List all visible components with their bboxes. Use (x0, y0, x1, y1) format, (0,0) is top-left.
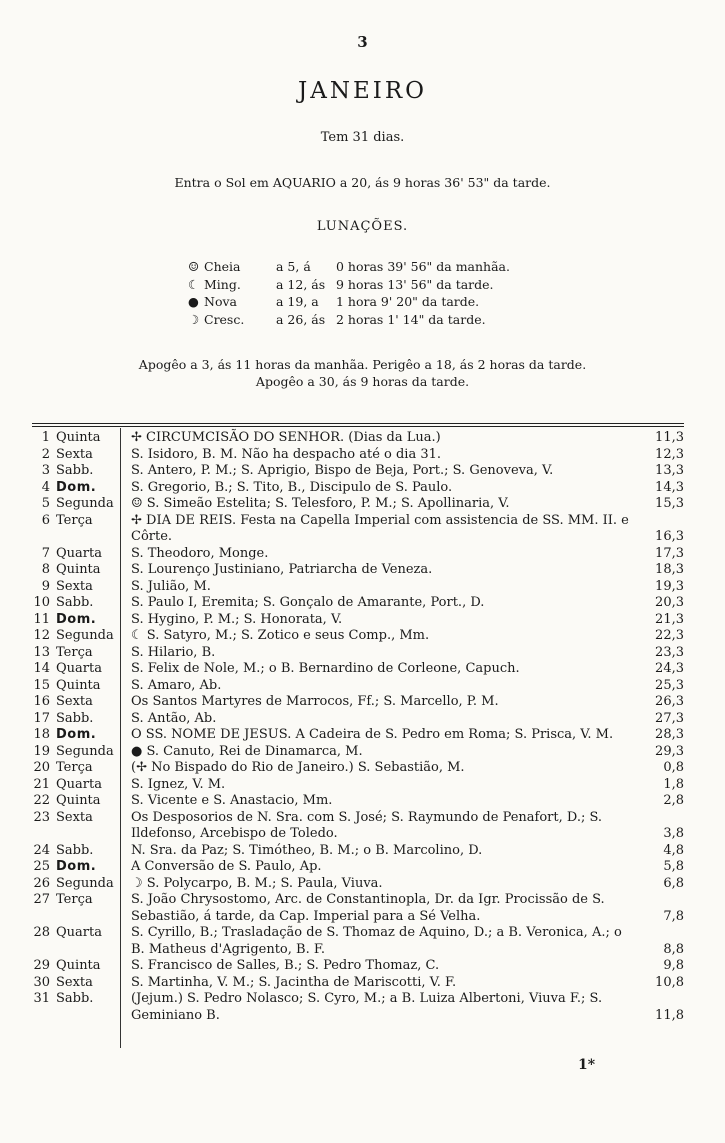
weekday: Terça (56, 760, 93, 775)
saints-entry: S. Lourenço Justiniano, Patriarcha de Veneza. (131, 562, 433, 577)
moon-age: 15,3 (655, 496, 684, 511)
moon-age: 24,3 (655, 661, 684, 676)
new-moon-icon: ● (188, 294, 199, 309)
calendar-row (32, 447, 684, 464)
day-number: 20 (33, 760, 50, 775)
day-number: 19 (33, 743, 50, 759)
moon-age: 8,8 (663, 941, 684, 957)
day-number: 8 (41, 562, 50, 577)
weekday: Sabb. (56, 595, 94, 610)
moon-age: 7,8 (663, 908, 684, 924)
calendar-row (32, 859, 684, 876)
weekday: Sabb. (56, 842, 94, 858)
saints-entry: S. Isidoro, B. M. Não ha despacho até o dia 31. (131, 446, 442, 462)
calendar-row (32, 727, 684, 744)
day-number: 29 (33, 958, 50, 973)
moon-age: 25,3 (655, 677, 684, 693)
saints-entry: (✢ No Bispado do Rio de Janeiro.) S. Sebastião, M. (131, 760, 465, 775)
day-number: 23 (33, 809, 50, 825)
weekday: Sexta (56, 446, 93, 462)
table-top-rule-double (32, 426, 684, 427)
moon-age: 23,3 (655, 644, 684, 660)
saints-entry: S. Antero, P. M.; S. Aprigio, Bispo de Beja, Port.; S. Genoveva, V. (131, 463, 554, 478)
day-number: 17 (33, 710, 50, 726)
apogee-line-1: Apogêo a 3, ás 11 horas da manhãa. Perigêo a 18, ás 2 horas da tarde. (138, 357, 587, 372)
saints-entry: Os Desposorios de N. Sra. com S. José; S. Raymundo de Penafort, D.; S. Ildefonso, Arcebispo de Toledo. (131, 809, 603, 841)
moon-age: 28,3 (655, 727, 684, 742)
full-moon-icon: ☺ (188, 259, 200, 274)
lunation-name: Ming. (204, 276, 241, 292)
weekday: Sabb. (56, 991, 94, 1006)
lunations-title: LUNAÇÕES. (316, 219, 409, 234)
day-number: 15 (33, 677, 50, 693)
calendar-row (32, 876, 684, 893)
sun-entry: Entra o Sol em AQUARIO a 20, ás 9 horas 36' 53" da tarde. (174, 175, 551, 190)
weekday: Quarta (56, 776, 102, 792)
day-number: 6 (41, 512, 50, 528)
weekday: Sexta (56, 578, 93, 594)
calendar-table (32, 430, 684, 1024)
moon-age: 0,8 (663, 760, 684, 775)
day-number: 9 (41, 578, 50, 594)
weekday: Dom. (56, 727, 97, 742)
moon-age: 16,3 (655, 529, 684, 544)
days-count: Tem 31 dias. (320, 130, 405, 145)
weekday: Sexta (56, 809, 93, 825)
day-number: 3 (41, 463, 50, 478)
weekday: Segunda (56, 496, 114, 511)
lunation-date: a 19, a (276, 294, 319, 309)
lunation-time: 0 horas 39' 56" da manhãa. (336, 259, 510, 274)
weekday: Quinta (56, 562, 101, 577)
weekday: Sabb. (56, 710, 94, 726)
day-number: 16 (33, 694, 50, 709)
calendar-row (32, 546, 684, 563)
calendar-row (32, 810, 684, 843)
saints-entry: A Conversão de S. Paulo, Ap. (131, 859, 322, 874)
calendar-row (32, 628, 684, 645)
day-number: 22 (33, 793, 50, 808)
saints-entry: ✢ DIA DE REIS. Festa na Capella Imperial com assistencia de SS. MM. II. e Côrte. (131, 512, 629, 544)
day-number: 4 (41, 479, 50, 495)
lunation-row (188, 311, 506, 329)
calendar-row (32, 678, 684, 695)
saints-entry: ☺ S. Simeão Estelita; S. Telesforo, P. M.; S. Apollinaria, V. (131, 496, 510, 511)
lunation-time: 9 horas 13' 56" da tarde. (336, 276, 494, 292)
weekday: Dom. (56, 859, 97, 874)
moon-age: 20,3 (655, 595, 684, 610)
calendar-row (32, 843, 684, 860)
calendar-row (32, 711, 684, 728)
lunation-row (188, 258, 510, 276)
saints-entry: S. Julião, M. (131, 578, 211, 594)
moon-age: 3,8 (663, 826, 684, 841)
weekday: Segunda (56, 875, 114, 891)
calendar-row (32, 496, 684, 513)
moon-age: 18,3 (655, 562, 684, 577)
moon-age: 4,8 (663, 842, 684, 858)
moon-age: 17,3 (655, 545, 684, 561)
weekday: Quinta (56, 793, 101, 808)
calendar-row (32, 793, 684, 810)
day-number: 2 (41, 446, 50, 462)
calendar-row (32, 463, 684, 480)
saints-entry: S. João Chrysostomo, Arc. de Constantinopla, Dr. da Igr. Procissão de S. Sebastião, á tarde, da Cap. Imperial para a Sé Velha. (131, 892, 605, 924)
saints-entry: S. Vicente e S. Anastacio, Mm. (131, 793, 333, 808)
calendar-row (32, 430, 684, 447)
waxing-moon-icon: ☽ (188, 311, 200, 327)
day-number: 18 (33, 727, 50, 742)
saints-entry: ☾ S. Satyro, M.; S. Zotico e seus Comp., Mm. (131, 628, 430, 643)
saints-entry: ✢ CIRCUMCISÃO DO SENHOR. (Dias da Lua.) (131, 430, 441, 445)
calendar-row (32, 777, 684, 794)
day-number: 31 (33, 991, 50, 1006)
moon-age: 10,8 (655, 974, 684, 990)
moon-age: 14,3 (655, 479, 684, 495)
weekday: Sexta (56, 974, 93, 990)
saints-entry: S. Hilario, B. (131, 644, 216, 660)
lunation-date: a 12, ás (276, 276, 326, 292)
saints-entry: S. Hygino, P. M.; S. Honorata, V. (131, 611, 343, 627)
saints-entry: S. Martinha, V. M.; S. Jacintha de Mariscotti, V. F. (131, 974, 457, 990)
lunations-list (188, 258, 510, 328)
weekday: Quarta (56, 545, 102, 561)
apogee-line-2: Apogêo a 30, ás 9 horas da tarde. (255, 374, 470, 389)
saints-entry: S. Francisco de Salles, B.; S. Pedro Thomaz, C. (131, 958, 440, 973)
day-number: 13 (33, 644, 50, 660)
calendar-row (32, 925, 684, 958)
weekday: Terça (56, 892, 93, 907)
lunation-name: Nova (204, 294, 237, 309)
weekday: Quinta (56, 430, 101, 445)
page-number: 3 (357, 33, 368, 51)
moon-age: 11,8 (655, 1007, 684, 1023)
lunation-date: a 5, á (276, 259, 311, 274)
weekday: Sexta (56, 694, 93, 709)
day-number: 11 (33, 611, 50, 627)
calendar-row (32, 694, 684, 711)
saints-entry: S. Antão, Ab. (131, 710, 217, 726)
lunation-time: 2 horas 1' 14" da tarde. (336, 311, 486, 327)
weekday: Segunda (56, 628, 114, 643)
weekday: Terça (56, 644, 93, 660)
moon-age: 1,8 (663, 776, 684, 792)
weekday: Terça (56, 512, 93, 528)
calendar-row (32, 645, 684, 662)
weekday: Dom. (56, 479, 97, 495)
moon-age: 13,3 (655, 463, 684, 478)
weekday: Quinta (56, 958, 101, 973)
lunation-row (188, 293, 506, 311)
day-number: 30 (33, 974, 50, 990)
day-number: 10 (33, 595, 50, 610)
moon-age: 29,3 (655, 743, 684, 759)
moon-age: 5,8 (663, 859, 684, 874)
weekday: Quarta (56, 661, 102, 676)
moon-age: 11,3 (655, 430, 684, 445)
weekday: Quarta (56, 925, 102, 940)
moon-age: 2,8 (663, 793, 684, 808)
saints-entry: Os Santos Martyres de Marrocos, Ff.; S. Marcello, P. M. (131, 694, 499, 709)
day-number: 7 (41, 545, 50, 561)
moon-age: 21,3 (655, 611, 684, 627)
saints-entry: O SS. NOME DE JESUS. A Cadeira de S. Pedro em Roma; S. Prisca, V. M. (131, 727, 614, 742)
moon-age: 22,3 (655, 628, 684, 643)
saints-entry: N. Sra. da Paz; S. Timótheo, B. M.; o B. Marcolino, D. (131, 842, 483, 858)
weekday: Quinta (56, 677, 101, 693)
calendar-row (32, 579, 684, 596)
lunation-date: a 26, ás (276, 311, 326, 327)
table-top-rule (32, 423, 684, 424)
day-number: 26 (33, 875, 50, 891)
calendar-row (32, 958, 684, 975)
saints-entry: ● S. Canuto, Rei de Dinamarca, M. (131, 743, 363, 759)
day-number: 12 (33, 628, 50, 643)
day-number: 5 (41, 496, 50, 511)
month-title: JANEIRO (297, 78, 427, 104)
weekday: Sabb. (56, 463, 94, 478)
moon-age: 19,3 (655, 578, 684, 594)
lunation-name: Cheia (204, 259, 241, 274)
day-number: 21 (33, 776, 50, 792)
calendar-row (32, 991, 684, 1024)
saints-entry: S. Amaro, Ab. (131, 677, 222, 693)
saints-entry: (Jejum.) S. Pedro Nolasco; S. Cyro, M.; a B. Luiza Albertoni, Viuva F.; S. Geminiano B. (131, 991, 603, 1023)
moon-age: 12,3 (655, 446, 684, 462)
weekday: Dom. (56, 611, 97, 627)
calendar-row (32, 595, 684, 612)
calendar-row (32, 892, 684, 925)
day-number: 1 (41, 430, 50, 445)
calendar-row (32, 562, 684, 579)
saints-entry: S. Ignez, V. M. (131, 776, 226, 792)
calendar-row (32, 661, 684, 678)
calendar-row (32, 744, 684, 761)
calendar-row (32, 513, 684, 546)
day-number: 28 (33, 925, 50, 940)
moon-age: 27,3 (655, 710, 684, 726)
saints-entry: ☽ S. Polycarpo, B. M.; S. Paula, Viuva. (131, 875, 383, 891)
saints-entry: S. Gregorio, B.; S. Tito, B., Discipulo de S. Paulo. (131, 479, 453, 495)
waning-moon-icon: ☾ (188, 276, 200, 292)
calendar-row (32, 612, 684, 629)
day-number: 14 (33, 661, 50, 676)
moon-age: 9,8 (663, 958, 684, 973)
lunation-row (188, 276, 506, 294)
saints-entry: S. Felix de Nole, M.; o B. Bernardino de Corleone, Capuch. (131, 661, 520, 676)
saints-entry: S. Cyrillo, B.; Trasladação de S. Thomaz de Aquino, D.; a B. Veronica, A.; o B. Matheus d'Agrigento, B. F. (131, 925, 622, 957)
saints-entry: S. Paulo I, Eremita; S. Gonçalo de Amarante, Port., D. (131, 595, 485, 610)
moon-age: 26,3 (655, 694, 684, 709)
day-number: 25 (33, 859, 50, 874)
saints-entry: S. Theodoro, Monge. (131, 545, 269, 561)
day-number: 24 (33, 842, 50, 858)
weekday: Segunda (56, 743, 114, 759)
calendar-row (32, 975, 684, 992)
signature-mark: 1* (578, 1057, 596, 1073)
calendar-row (32, 480, 684, 497)
moon-age: 6,8 (663, 875, 684, 891)
day-number: 27 (33, 892, 50, 907)
lunation-name: Cresc. (204, 311, 245, 327)
lunation-time: 1 hora 9' 20" da tarde. (336, 294, 480, 309)
calendar-row (32, 760, 684, 777)
